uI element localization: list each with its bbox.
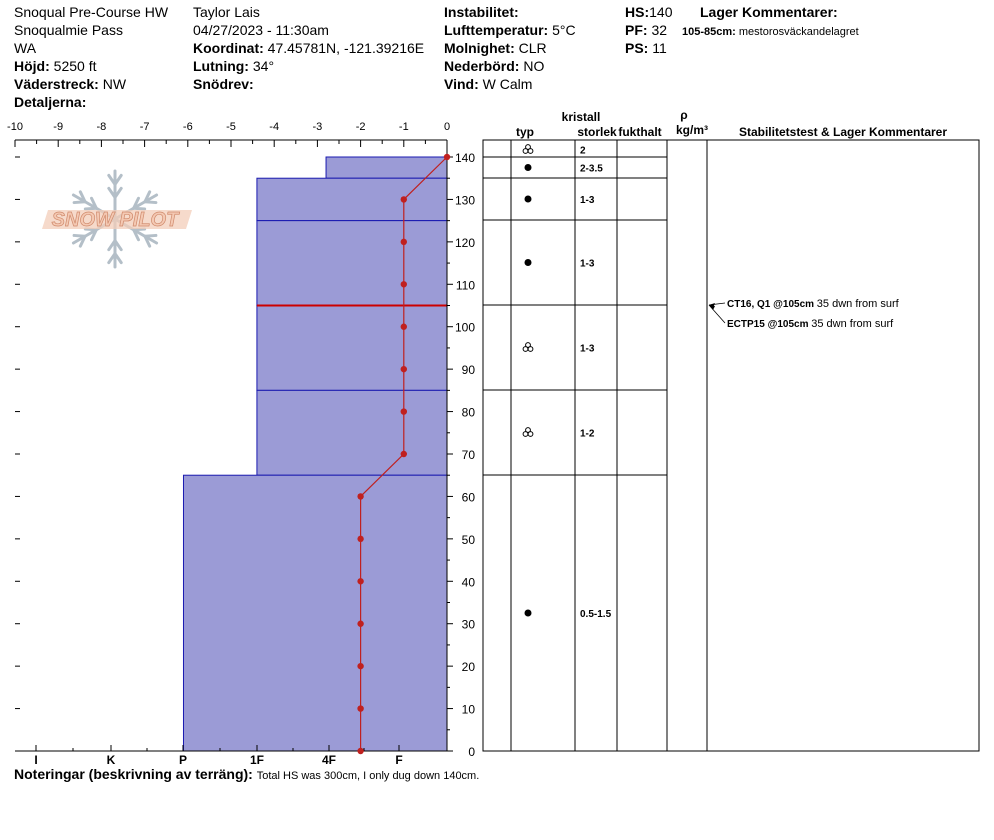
slope-value: 34°	[252, 58, 275, 74]
wind-label: Vind:	[444, 76, 479, 92]
aspect-label: Väderstreck:	[14, 76, 99, 92]
density-unit-header: kg/m³	[675, 123, 709, 137]
temp-tick-label: -8	[96, 121, 107, 133]
grain-round-icon	[525, 610, 532, 617]
flake-branch	[145, 202, 156, 203]
cloud-label: Molnighet:	[444, 40, 515, 56]
stability-header: Stabilitetstest & Lager Kommentarer	[738, 125, 948, 139]
hardness-tick-label: F	[395, 753, 403, 767]
temp-tick-label: -10	[7, 121, 23, 133]
location: Snoqualmie Pass	[14, 22, 123, 38]
temperature-point	[357, 493, 363, 499]
crystal-header: kristall	[561, 110, 601, 124]
grain-size-label: 1-2	[580, 428, 595, 440]
slope-label: Lutning:	[193, 58, 249, 74]
hardness-tick-label: 4F	[321, 753, 337, 767]
hs-value: 140	[649, 4, 673, 20]
stability-test-desc: 35 dwn from surf	[816, 298, 899, 310]
flake-branch	[145, 235, 156, 236]
hardness-layer-3	[257, 306, 447, 391]
stability-test-desc: 35 dwn from surf	[811, 318, 894, 330]
hardness-layers	[183, 157, 447, 751]
hardness-layer-5	[183, 475, 447, 751]
temp-tick-label: -1	[398, 121, 409, 133]
grain-meltfreeze-icon	[526, 145, 531, 150]
airtemp-value: 5°C	[552, 22, 576, 38]
stability-test-label	[727, 298, 900, 310]
coord-value: 47.45781N, -121.39216E	[267, 40, 425, 56]
temperature-point	[401, 239, 407, 245]
temp-tick-label: -6	[182, 121, 193, 133]
grain-size-label: 1-3	[580, 258, 595, 270]
height-tick-label: 40	[461, 575, 475, 590]
temperature-point	[357, 705, 363, 711]
layer-comment-text: mestorosväckandelagret	[738, 26, 859, 38]
pf-value: 32	[651, 22, 668, 38]
hardness-tick-label: P	[178, 753, 188, 767]
temperature-point	[401, 366, 407, 372]
temp-tick-label: -2	[355, 121, 366, 133]
wind-value: W Calm	[482, 76, 533, 92]
height-tick-label: 70	[461, 448, 475, 462]
height-tick-label: 80	[461, 405, 475, 420]
coord-label: Koordinat:	[193, 40, 264, 56]
stability-arrowhead	[709, 305, 715, 310]
height-tick-label: 10	[461, 702, 475, 717]
elevation-label: Höjd:	[14, 58, 50, 74]
flake-branch	[74, 202, 85, 203]
datetime: 04/27/2023 - 11:30am	[193, 22, 329, 38]
hardness-tick-label: K	[106, 753, 116, 767]
airtemp-label: Lufttemperatur:	[444, 22, 549, 38]
hardness-layer-2	[257, 221, 447, 306]
cloud-value: CLR	[518, 40, 547, 56]
temperature-point	[401, 451, 407, 457]
moisture-header: fukthalt	[618, 125, 662, 139]
temperature-point	[357, 663, 363, 669]
details-label: Detaljerna:	[14, 94, 87, 110]
grain-size-label: 2	[580, 145, 586, 157]
instability-label: Instabilitet:	[444, 4, 519, 20]
height-tick-label: 90	[461, 363, 475, 378]
hardness-tick-label: 1F	[249, 753, 265, 767]
notes-text: Total HS was 300cm, I only dug down 140cm.	[256, 770, 480, 782]
height-tick-label: 0	[468, 745, 475, 759]
temp-tick-label: -4	[269, 121, 280, 133]
snowpilot-logo	[42, 171, 192, 267]
hs-label: HS:	[625, 4, 650, 20]
height-tick-label: 100	[454, 320, 475, 335]
grain-round-icon	[525, 164, 532, 171]
temperature-point	[357, 578, 363, 584]
stability-test-label	[727, 318, 894, 330]
layer-table	[483, 108, 979, 751]
grain-meltfreeze-icon	[526, 428, 531, 433]
temp-tick-label: -9	[53, 121, 64, 133]
temperature-point	[357, 621, 363, 627]
temp-tick-label: -3	[312, 121, 323, 133]
observer: Taylor Lais	[193, 4, 260, 20]
hardness-layer-4	[257, 390, 447, 475]
grain-size-label: 0.5-1.5	[580, 609, 612, 620]
height-tick-label: 30	[461, 617, 475, 632]
height-tick-label: 50	[461, 532, 475, 547]
height-tick-label: 130	[454, 193, 475, 208]
stability-test-name: ECTP15 @105cm	[727, 319, 812, 330]
height-tick-label: 120	[454, 235, 475, 250]
size-header: storlek	[577, 125, 617, 139]
grain-round-icon	[525, 259, 532, 266]
temperature-point	[401, 281, 407, 287]
flake-branch	[74, 235, 85, 236]
temperature-point	[401, 408, 407, 414]
grain-meltfreeze-icon	[526, 343, 531, 348]
rho-header: ρ	[680, 108, 688, 122]
height-tick-label: 20	[461, 660, 475, 675]
pf-label: PF:	[625, 22, 648, 38]
height-tick-label: 110	[455, 278, 475, 293]
ps-label: PS:	[625, 40, 649, 56]
grain-size-label: 1-3	[580, 195, 595, 206]
notes-label: Noteringar (beskrivning av terräng):	[14, 766, 253, 782]
height-tick-label: 60	[461, 490, 475, 505]
hardness-tick-label: I	[34, 753, 38, 767]
precip-label: Nederbörd:	[444, 58, 520, 74]
temperature-point	[444, 154, 450, 160]
stability-test-name: CT16, Q1 @105cm	[727, 299, 817, 310]
table-frame	[483, 140, 979, 751]
height-tick-label: 140	[454, 151, 475, 165]
precip-value: NO	[523, 58, 545, 74]
layer-comment-range: 105-85cm:	[682, 26, 736, 38]
grain-round-icon	[525, 196, 532, 203]
temp-tick-label: 0	[443, 121, 451, 133]
temperature-point	[401, 324, 407, 330]
temp-tick-label: -7	[139, 121, 150, 133]
ps-value: 11	[652, 40, 667, 56]
grain-size-label: 2-3.5	[580, 163, 603, 175]
aspect-value: NW	[102, 76, 127, 92]
grain-size-label: 1-3	[580, 343, 595, 355]
elevation-value: 5250 ft	[53, 58, 97, 74]
temperature-point	[401, 196, 407, 202]
layer-comments-label: Lager Kommentarer:	[700, 4, 838, 20]
temp-tick-label: -5	[226, 121, 236, 133]
drift-label: Snödrev:	[193, 76, 254, 92]
temperature-point	[357, 536, 363, 542]
logo-text: SNOW PILOT	[51, 209, 179, 231]
site-name: Snoqual Pre-Course HW	[14, 4, 169, 20]
type-header: typ	[516, 125, 534, 139]
state: WA	[14, 40, 37, 56]
temperature-point	[357, 748, 363, 754]
